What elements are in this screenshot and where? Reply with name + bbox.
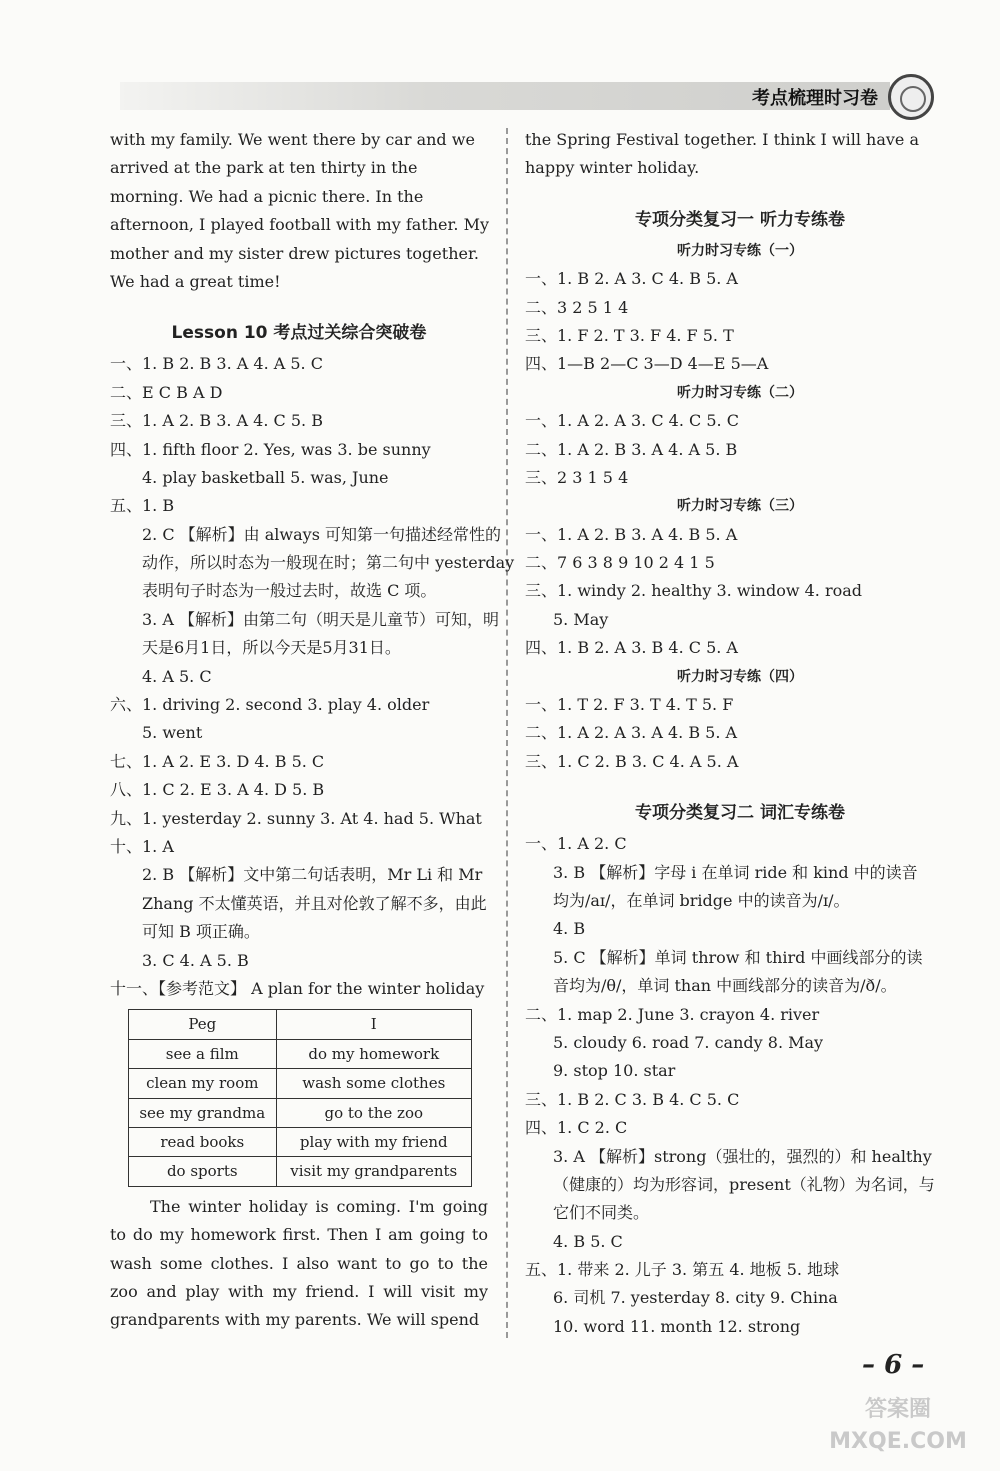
text-line: morning. We had a picnic there. In the xyxy=(110,186,424,206)
table-header: Peg xyxy=(129,1010,277,1039)
answer-line: 三、1. A 2. B 3. A 4. C 5. B xyxy=(110,411,323,431)
watermark-bottom: MXQE.COM xyxy=(829,1429,967,1454)
text-line: with my family. We went there by car and we xyxy=(110,130,475,149)
watermark-top: 答案圈 xyxy=(864,1397,931,1422)
table-cell: see my grandma xyxy=(129,1098,277,1127)
subsection-heading: 听力时习专练（四） xyxy=(677,668,803,685)
answer-line: 10. word 11. month 12. strong xyxy=(553,1316,801,1336)
table-row xyxy=(129,1098,472,1127)
answer-line: 3. C 4. A 5. B xyxy=(142,950,249,970)
subsection-heading: 听力时习专练（二） xyxy=(677,384,803,401)
text-line: mother and my sister drew pictures together. xyxy=(110,243,479,263)
section-heading: 专项分类复习一 听力专练卷 xyxy=(635,209,845,230)
explanation-line: 表明句子时态为一般过去时，故选 C 项。 xyxy=(142,581,437,601)
explanation-line: 2. B 【解析】文中第二句话表明，Mr Li 和 Mr xyxy=(142,865,483,885)
answer-line: 9. stop 10. star xyxy=(553,1061,676,1081)
table-cell: visit my grandparents xyxy=(276,1157,471,1186)
watermark xyxy=(818,1394,978,1464)
answer-line: 三、2 3 1 5 4 xyxy=(525,467,629,487)
text-line: happy winter holiday. xyxy=(525,158,700,178)
answer-line: 二、1. A 2. A 3. A 4. B 5. A xyxy=(525,723,738,743)
answer-line: 五、1. B xyxy=(110,496,175,516)
answer-line: 6. 司机 7. yesterday 8. city 9. China xyxy=(553,1288,838,1308)
explanation-line: 3. A 【解析】由第二句（明天是儿童节）可知，明 xyxy=(142,609,499,629)
text-line: arrived at the park at ten thirty in the xyxy=(110,158,418,178)
answer-line: 四、1—B 2—C 3—D 4—E 5—A xyxy=(525,354,769,374)
table-cell: wash some clothes xyxy=(276,1069,471,1098)
answer-line: 5. cloudy 6. road 7. candy 8. May xyxy=(553,1032,824,1052)
answer-line: 5. went xyxy=(142,723,203,743)
answer-line: 三、1. F 2. T 3. F 4. F 5. T xyxy=(525,325,734,345)
explanation-line: 均为/aɪ/，在单词 bridge 中的读音为/ɪ/。 xyxy=(553,890,850,910)
table-row xyxy=(129,1039,472,1068)
answer-line: 十、1. A xyxy=(110,836,174,856)
answer-line: 二、1. A 2. B 3. A 4. A 5. B xyxy=(525,439,738,459)
answer-line: 一、1. A 2. B 3. A 4. B 5. A xyxy=(525,524,738,544)
table-row xyxy=(129,1157,472,1186)
answer-line: 一、1. B 2. A 3. C 4. B 5. A xyxy=(525,269,738,289)
answer-line: 九、1. yesterday 2. sunny 3. At 4. had 5. What xyxy=(110,808,482,828)
table-row xyxy=(129,1069,472,1098)
header-title: 考点梳理时习卷 xyxy=(752,88,878,109)
table-cell: play with my friend xyxy=(276,1127,471,1156)
answer-line: 七、1. A 2. E 3. D 4. B 5. C xyxy=(110,751,325,771)
answer-line: 二、7 6 3 8 9 10 2 4 1 5 xyxy=(525,553,715,573)
explanation-line: 音均为/θ/，单词 than 中画线部分的读音为/ð/。 xyxy=(553,976,897,996)
right-column xyxy=(525,126,955,1341)
plan-table xyxy=(128,1009,472,1186)
answer-line: 六、1. driving 2. second 3. play 4. older xyxy=(110,695,430,715)
explanation-line: 3. A 【解析】strong（强壮的，强烈的）和 healthy xyxy=(553,1146,932,1166)
answer-line: 一、1. T 2. F 3. T 4. T 5. F xyxy=(525,695,734,715)
answer-line: 一、1. B 2. B 3. A 4. A 5. C xyxy=(110,354,323,374)
answer-line: 四、1. B 2. A 3. B 4. C 5. A xyxy=(525,638,738,658)
answer-line: 八、1. C 2. E 3. A 4. D 5. B xyxy=(110,780,325,800)
section-heading: 专项分类复习二 词汇专练卷 xyxy=(635,803,845,824)
lesson-heading: Lesson 10 考点过关综合突破卷 xyxy=(171,323,427,344)
answer-line: 4. B xyxy=(553,919,586,939)
answer-line: 五、1. 带来 2. 儿子 3. 第五 4. 地板 5. 地球 xyxy=(525,1260,840,1280)
subsection-heading: 听力时习专练（三） xyxy=(677,498,803,515)
explanation-line: 5. C 【解析】单词 throw 和 third 中画线部分的读 xyxy=(553,947,923,967)
subsection-heading: 听力时习专练（一） xyxy=(677,242,803,259)
text-line: afternoon, I played football with my father. My xyxy=(110,215,489,235)
seal-icon xyxy=(888,74,934,120)
explanation-line: Zhang 不太懂英语，并且对伦敦了解不多，由此 xyxy=(142,893,487,913)
table-cell: go to the zoo xyxy=(276,1098,471,1127)
left-column xyxy=(110,126,515,1335)
answer-line: 三、1. B 2. C 3. B 4. C 5. C xyxy=(525,1089,740,1109)
explanation-line: 它们不同类。 xyxy=(553,1203,650,1223)
answer-line: 二、3 2 5 1 4 xyxy=(525,297,629,317)
column-divider xyxy=(506,128,508,1338)
explanation-line: （健康的）均为形容词，present（礼物）为名词，与 xyxy=(553,1174,935,1194)
page-number: – 6 – xyxy=(862,1350,925,1380)
answer-line: 4. play basketball 5. was, June xyxy=(142,467,389,487)
answer-line: 4. B 5. C xyxy=(553,1231,623,1251)
page-number-value: 6 xyxy=(884,1350,903,1380)
table-cell: do sports xyxy=(129,1157,277,1186)
answer-line: 二、1. map 2. June 3. crayon 4. river xyxy=(525,1004,820,1024)
explanation-line: 3. B 【解析】字母 i 在单词 ride 和 kind 中的读音 xyxy=(553,862,918,882)
text-line: the Spring Festival together. I think I will have a xyxy=(525,130,920,149)
table-cell: clean my room xyxy=(129,1069,277,1098)
table-header: I xyxy=(276,1010,471,1039)
answer-line: 4. A 5. C xyxy=(142,666,212,686)
answer-line: 四、1. C 2. C xyxy=(525,1118,628,1138)
essay-paragraph: The winter holiday is coming. I'm going to do my homework first. Then I am going to wash some clothes. I also want to go to the zoo and play with my friend. I will visit my grandparents with my parents. We will spend xyxy=(110,1196,488,1330)
intro-paragraph xyxy=(110,126,488,296)
table-cell: do my homework xyxy=(276,1039,471,1068)
explanation-line: 天是6月1日，所以今天是5月31日。 xyxy=(142,638,401,658)
explanation-line: 2. C 【解析】由 always 可知第一句描述经常性的 xyxy=(142,524,501,544)
answer-line: 5. May xyxy=(553,609,609,629)
answer-line: 三、1. C 2. B 3. C 4. A 5. A xyxy=(525,751,739,771)
table-cell: see a film xyxy=(129,1039,277,1068)
answer-line: 十一、【参考范文】 A plan for the winter holiday xyxy=(110,978,485,998)
table-row xyxy=(129,1127,472,1156)
table-header-row xyxy=(129,1010,472,1039)
text-line: We had a great time! xyxy=(110,271,281,291)
answer-line: 四、1. fifth floor 2. Yes, was 3. be sunny xyxy=(110,439,431,459)
answer-line: 三、1. windy 2. healthy 3. window 4. road xyxy=(525,581,863,601)
answer-line: 二、E C B A D xyxy=(110,382,223,402)
answer-line: 一、1. A 2. A 3. C 4. C 5. C xyxy=(525,411,739,431)
explanation-line: 可知 B 项正确。 xyxy=(142,922,260,942)
table-cell: read books xyxy=(129,1127,277,1156)
answer-line: 一、1. A 2. C xyxy=(525,834,627,854)
explanation-line: 动作，所以时态为一般现在时；第二句中 yesterday xyxy=(142,553,515,573)
